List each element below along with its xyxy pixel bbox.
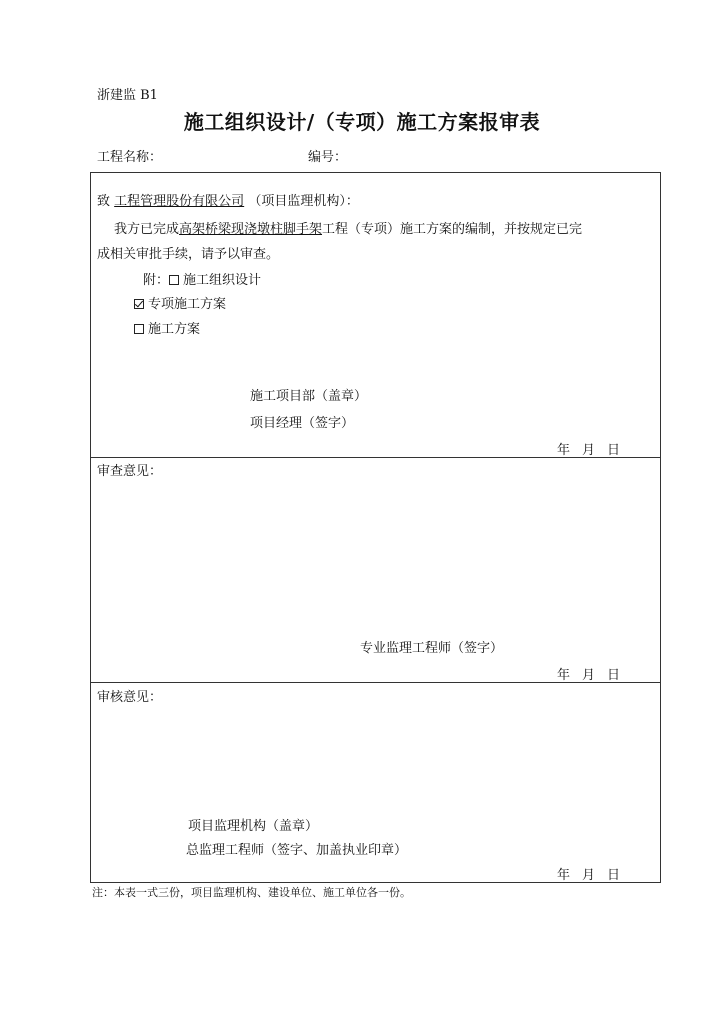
- addressee-line: [97, 190, 359, 209]
- body-line-1: [114, 218, 582, 237]
- date-line-3: [557, 864, 620, 883]
- project-name-label: 工程名称：: [97, 150, 163, 165]
- day-label: 日: [607, 868, 621, 883]
- attachment-row-1: [143, 269, 261, 288]
- project-title: 高架桥梁现浇墩柱脚手架: [179, 222, 323, 237]
- month-label: 月: [582, 868, 596, 883]
- month-label: 月: [582, 443, 596, 458]
- attachment-row-2: [134, 293, 226, 312]
- recipient-name: 工程管理股份有限公司: [114, 194, 245, 209]
- body-suffix: 工程（专项）施工方案的编制，并按规定已完: [322, 222, 583, 237]
- attachment-label-1: 施工组织设计: [183, 273, 262, 288]
- date-line-1: [557, 439, 620, 458]
- attachment-label-3: 施工方案: [148, 322, 201, 337]
- attachment-label-2: 专项施工方案: [148, 297, 227, 312]
- year-label: 年: [557, 668, 571, 683]
- day-label: 日: [607, 668, 621, 683]
- body-prefix: 我方已完成: [114, 222, 180, 237]
- audit-opinion-label: 审核意见：: [97, 690, 163, 705]
- recipient-suffix: （项目监理机构）：: [248, 194, 359, 209]
- checkbox-construction-design[interactable]: [169, 275, 179, 285]
- supervision-seal-label: 项目监理机构（盖章）: [188, 819, 319, 834]
- year-label: 年: [557, 443, 571, 458]
- to-prefix: 致: [97, 194, 111, 209]
- page-title: 施工组织设计/（专项）施工方案报审表: [183, 110, 541, 134]
- attachment-row-3: [134, 318, 200, 337]
- attachments-label: 附：: [143, 273, 170, 288]
- checkbox-construction-plan[interactable]: [134, 324, 144, 334]
- footnote: 注：本表一式三份，项目监理机构、建设单位、施工单位各一份。: [92, 886, 411, 899]
- day-label: 日: [607, 443, 621, 458]
- form-code: 浙建监 B1: [97, 88, 158, 103]
- chief-engineer-sign-label: 总监理工程师（签字、加盖执业印章）: [186, 843, 408, 858]
- number-label: 编号：: [308, 150, 348, 165]
- engineer-sign-label: 专业监理工程师（签字）: [360, 641, 504, 656]
- checkbox-special-plan[interactable]: [134, 299, 144, 309]
- review-opinion-label: 审查意见：: [97, 464, 163, 479]
- month-label: 月: [582, 668, 596, 683]
- year-label: 年: [557, 868, 571, 883]
- dept-seal-label: 施工项目部（盖章）: [250, 389, 368, 404]
- body-line-2: 成相关审批手续，请予以审查。: [97, 247, 280, 262]
- date-line-2: [557, 664, 620, 683]
- manager-sign-label: 项目经理（签字）: [250, 416, 355, 431]
